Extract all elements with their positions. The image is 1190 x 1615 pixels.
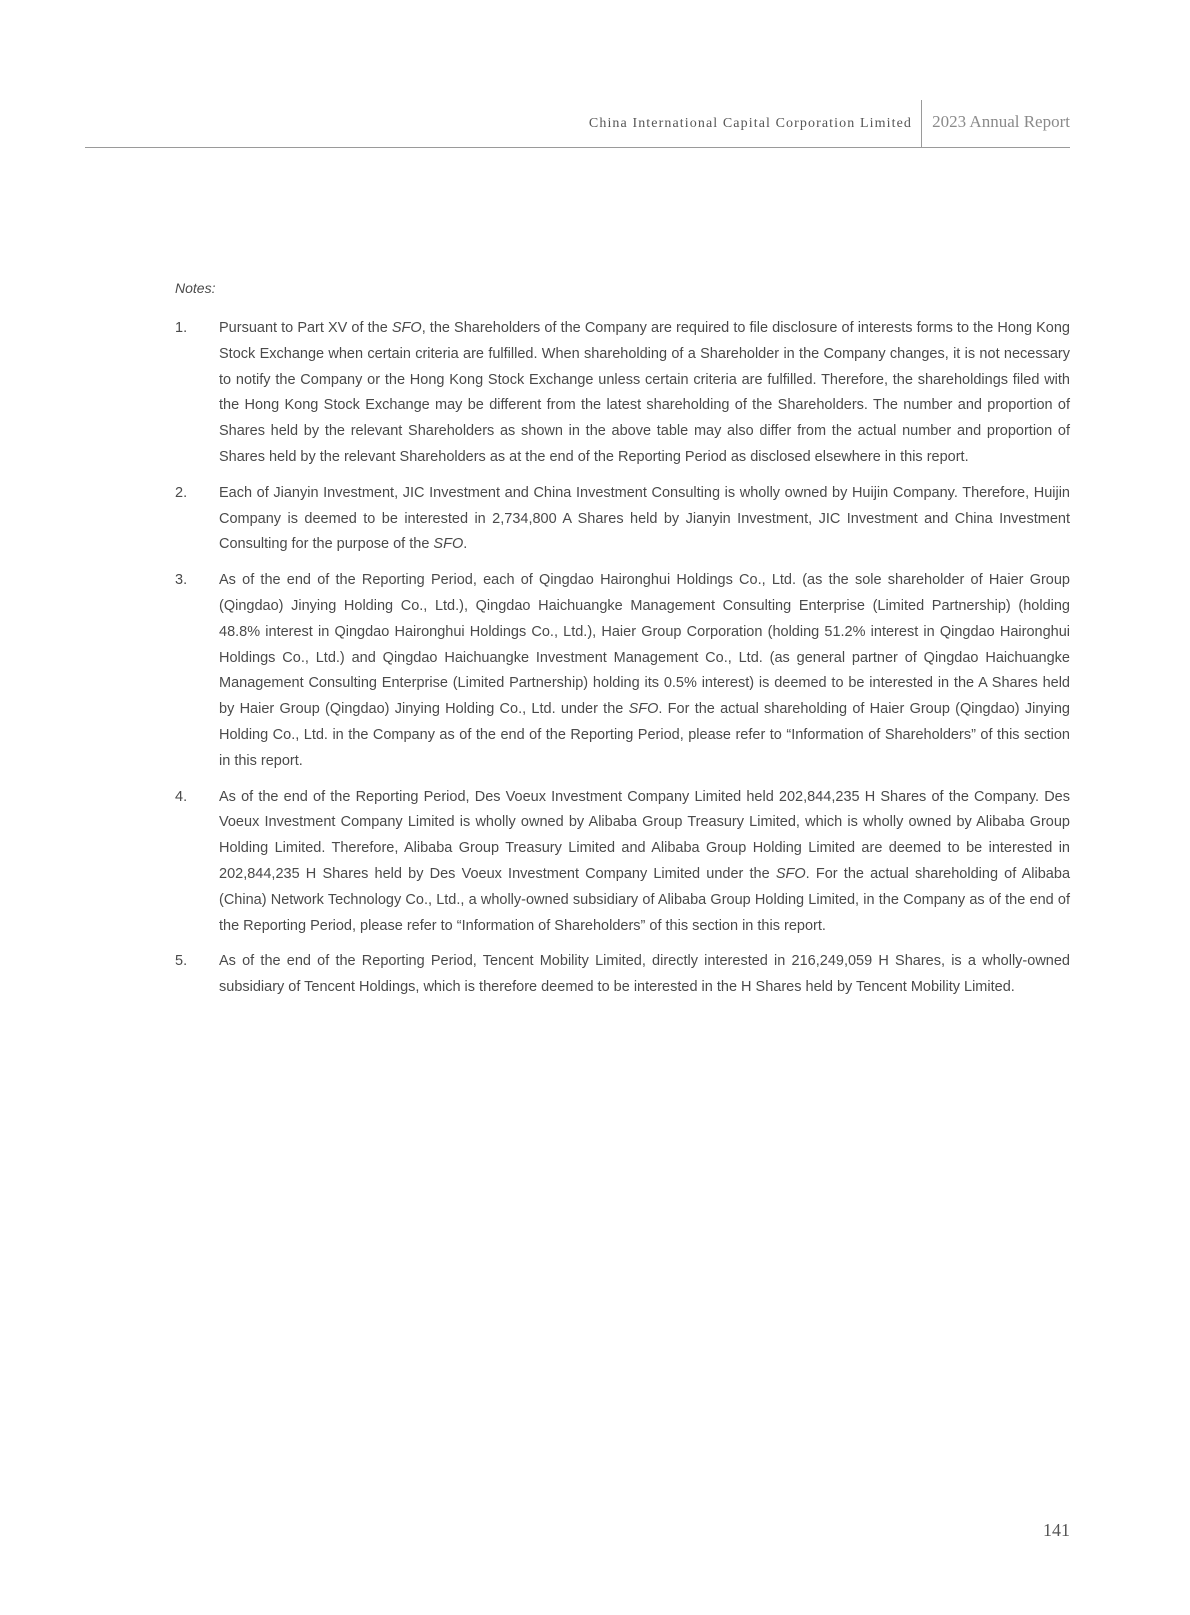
note-text-italic-term: SFO [391,320,422,336]
note-text [219,316,1070,471]
note-text-segment: . For the actual shareholding of Alibaba (China) Network Technology Co., Ltd., a wholly-owned subsidiary of Alibaba Group Holding Limited, in the Company as of the end of the Reporting Period, please refer to “Information of Shareholders” of this section in this report. [219,865,1071,934]
note-text-italic-term: SFO [433,536,464,553]
note-number: 5. [175,953,188,970]
page-number: 141 [1043,1520,1070,1540]
note-item [175,949,1070,1001]
note-item [175,785,1070,940]
notes-heading: Notes: [175,280,216,296]
note-text-italic-term: SFO [775,865,806,882]
note-number: 2. [175,484,188,501]
note-number: 4. [175,788,188,805]
note-item [175,568,1070,774]
note-text-segment: As of the end of the Reporting Period, Des Voeux Investment Company Limited held 202,844,235 H Shares of the Company. Des Voeux Investment Company Limited is wholly owned by Alibaba Group Treasury Limited, which is wholly owned by Alibaba Group Holding Limited. Therefore, Alibaba Group Treasury Limited and Alibaba Group Holding Limited are deemed to be interested in 202,844,235 H Shares held by Des Voeux Investment Company Limited under the [219,788,1070,882]
page-header [85,100,1070,148]
note-number: 1. [175,320,188,336]
note-text [219,481,1070,558]
note-text-segment: As of the end of the Reporting Period, Tencent Mobility Limited, directly interested in 216,249,059 H Shares, is a wholly-owned subsidiary of Tencent Holdings, which is therefore deemed to be interested in the H Shares held by Tencent Mobility Limited. [219,953,1070,996]
header-divider [921,100,922,147]
note-text-segment: , the Shareholders of the Company are required to file disclosure of interests forms to the Hong Kong Stock Exchange when certain criteria are fulfilled. When shareholding of a Shareholder in the Company changes, it is not necessary to notify the Company or the Hong Kong Stock Exchange unless certain criteria are fulfilled. Therefore, the shareholdings filed with the Hong Kong Stock Exchange may be different from the latest shareholding of the Shareholders. The number and proportion of Shares held by the relevant Shareholders as shown in the above table may also differ from the actual number and proportion of Shares held by the relevant Shareholders as at the end of the Reporting Period as disclosed elsewhere in this report. [219,320,1070,465]
header-report-title: 2023 Annual Report [932,112,1070,131]
note-text [219,949,1070,1001]
note-text-segment: Pursuant to Part XV of the [219,320,392,336]
note-text-segment: As of the end of the Reporting Period, each of Qingdao Haironghui Holdings Co., Ltd. (as the sole shareholder of Haier Group (Qingdao) Jinying Holding Co., Ltd.), Qingdao Haichuangke Management Consulting Enterprise (Limited Partnership) (holding 48.8% interest in Qingdao Haironghui Holdings Co., Ltd.), Haier Group Corporation (holding 51.2% interest in Qingdao Haironghui Holdings Co., Ltd.) and Qingdao Haichuangke Investment Management Co., Ltd. (as general partner of Qingdao Haichuangke Management Consulting Enterprise (Limited Partnership) holding its 0.5% interest) is deemed to be interested in the A Shares held by Haier Group (Qingdao) Jinying Holding Co., Ltd. under the [219,572,1070,718]
note-text-italic-term: SFO [628,701,659,718]
note-text-segment: Each of Jianyin Investment, JIC Investment and China Investment Consulting is wholly owned by Huijin Company. Therefore, Huijin Company is deemed to be interested in 2,734,800 A Shares held by Jianyin Investment, JIC Investment and China Investment Consulting for the purpose of the [219,484,1070,553]
notes-list [175,316,1070,1011]
note-text-segment: . For the actual shareholding of Haier Group (Qingdao) Jinying Holding Co., Ltd. in the Company as of the end of the Reporting Period, please refer to “Information of Shareholders” of this section in this report. [219,701,1070,769]
note-text [219,785,1070,940]
note-number: 3. [175,572,188,589]
note-text-segment: . [463,536,468,553]
note-item [175,316,1070,471]
header-company-name: China International Capital Corporation Limited [588,116,912,131]
note-text [219,568,1070,774]
note-item [175,481,1070,558]
